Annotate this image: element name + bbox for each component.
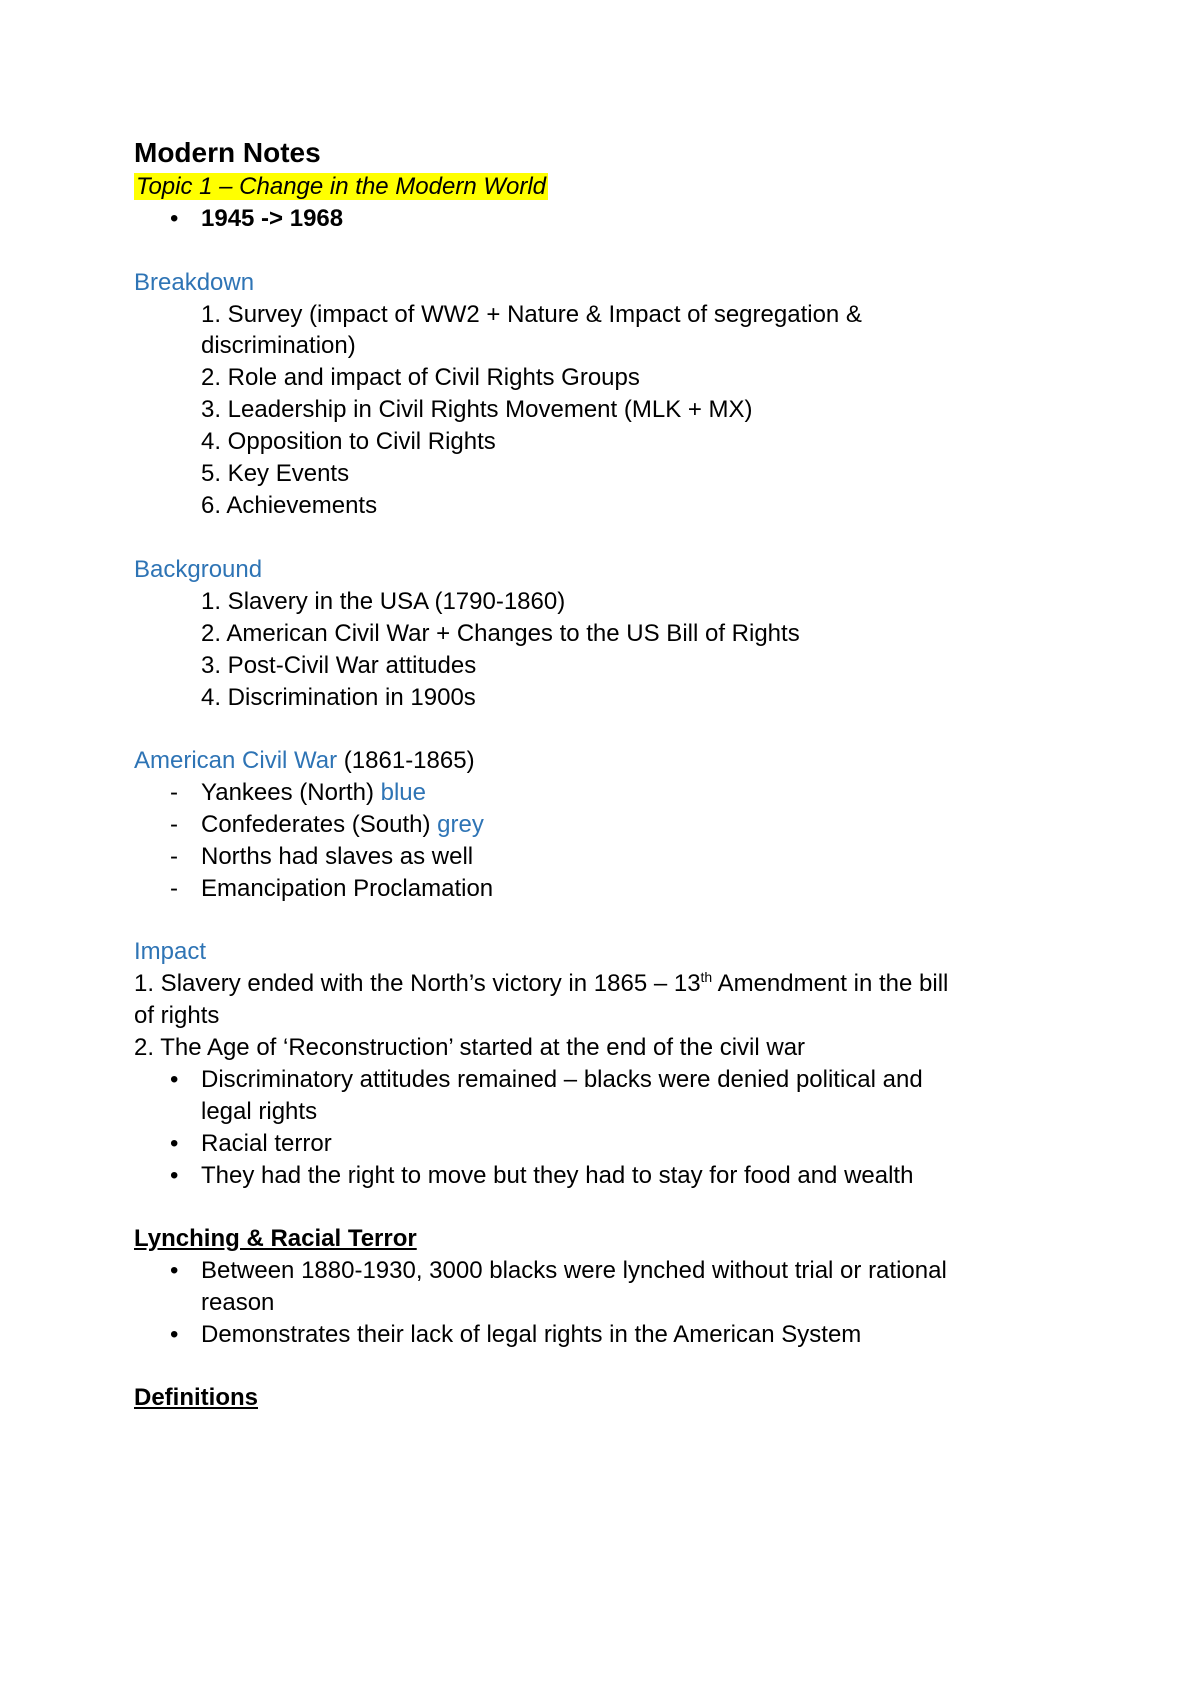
page-title: Modern Notes (134, 137, 321, 168)
bullet-icon: • (170, 1321, 179, 1348)
breakdown-item: 4. Opposition to Civil Rights (201, 428, 496, 455)
definitions-heading: Definitions (134, 1384, 258, 1411)
civil-war-dates: (1861-1865) (337, 747, 475, 774)
superscript-th: th (700, 969, 713, 985)
impact-bullet: Discriminatory attitudes remained – blacks were denied political and (201, 1066, 923, 1093)
bullet-icon: • (170, 1130, 179, 1157)
breakdown-heading: Breakdown (134, 269, 255, 296)
impact-bullet: Racial terror (201, 1130, 332, 1157)
lynching-bullet-cont: reason (201, 1289, 275, 1316)
civil-war-item-colored: grey (437, 811, 484, 838)
lynching-bullet: Demonstrates their lack of legal rights in the American System (201, 1321, 862, 1348)
topic-bullet-text: 1945 -> 1968 (201, 205, 344, 232)
background-item: 2. American Civil War + Changes to the US Bill of Rights (201, 620, 800, 647)
civil-war-item: Norths had slaves as well (201, 843, 474, 870)
bullet-icon: • (170, 1257, 179, 1284)
civil-war-item: Emancipation Proclamation (201, 875, 494, 902)
civil-war-heading: American Civil War (134, 747, 338, 774)
background-item: 1. Slavery in the USA (1790-1860) (201, 588, 566, 615)
civil-war-heading-line (134, 745, 475, 777)
impact-line-1-cont: of rights (134, 1002, 220, 1029)
breakdown-item: discrimination) (201, 332, 356, 359)
impact-line-1 (134, 968, 948, 1000)
dash-icon: - (170, 875, 178, 902)
dash-icon: - (170, 811, 178, 838)
impact-line-2: 2. The Age of ‘Reconstruction’ started at the end of the civil war (134, 1034, 806, 1061)
lynching-bullet: Between 1880-1930, 3000 blacks were lynched without trial or rational (201, 1257, 947, 1284)
breakdown-item: 1. Survey (impact of WW2 + Nature & Impact of segregation & (201, 301, 862, 328)
impact-bullet-cont: legal rights (201, 1098, 318, 1125)
breakdown-item: 6. Achievements (201, 492, 378, 519)
impact-bullet: They had the right to move but they had to stay for food and wealth (201, 1162, 914, 1189)
impact-heading: Impact (134, 938, 207, 965)
bullet-icon: • (170, 205, 179, 232)
background-heading: Background (134, 556, 263, 583)
civil-war-item (201, 809, 484, 841)
civil-war-item (201, 777, 426, 809)
impact-line-1-text-end: Amendment in the bill (712, 970, 949, 997)
topic-highlight: Topic 1 – Change in the Modern World (136, 173, 547, 200)
breakdown-item: 2. Role and impact of Civil Rights Groups (201, 364, 640, 391)
impact-line-1-text: 1. Slavery ended with the North’s victory in 1865 – 13 (134, 970, 701, 997)
dash-icon: - (170, 843, 178, 870)
breakdown-item: 5. Key Events (201, 460, 350, 487)
civil-war-item-colored: blue (380, 779, 426, 806)
background-item: 3. Post-Civil War attitudes (201, 652, 477, 679)
bullet-icon: • (170, 1066, 179, 1093)
civil-war-item-text: Confederates (South) (201, 811, 438, 838)
topic-line (134, 171, 548, 203)
dash-icon: - (170, 779, 178, 806)
bullet-icon: • (170, 1162, 179, 1189)
civil-war-item-text: Yankees (North) (201, 779, 381, 806)
background-item: 4. Discrimination in 1900s (201, 684, 476, 711)
breakdown-item: 3. Leadership in Civil Rights Movement (MLK + MX) (201, 396, 753, 423)
lynching-heading: Lynching & Racial Terror (134, 1225, 417, 1252)
